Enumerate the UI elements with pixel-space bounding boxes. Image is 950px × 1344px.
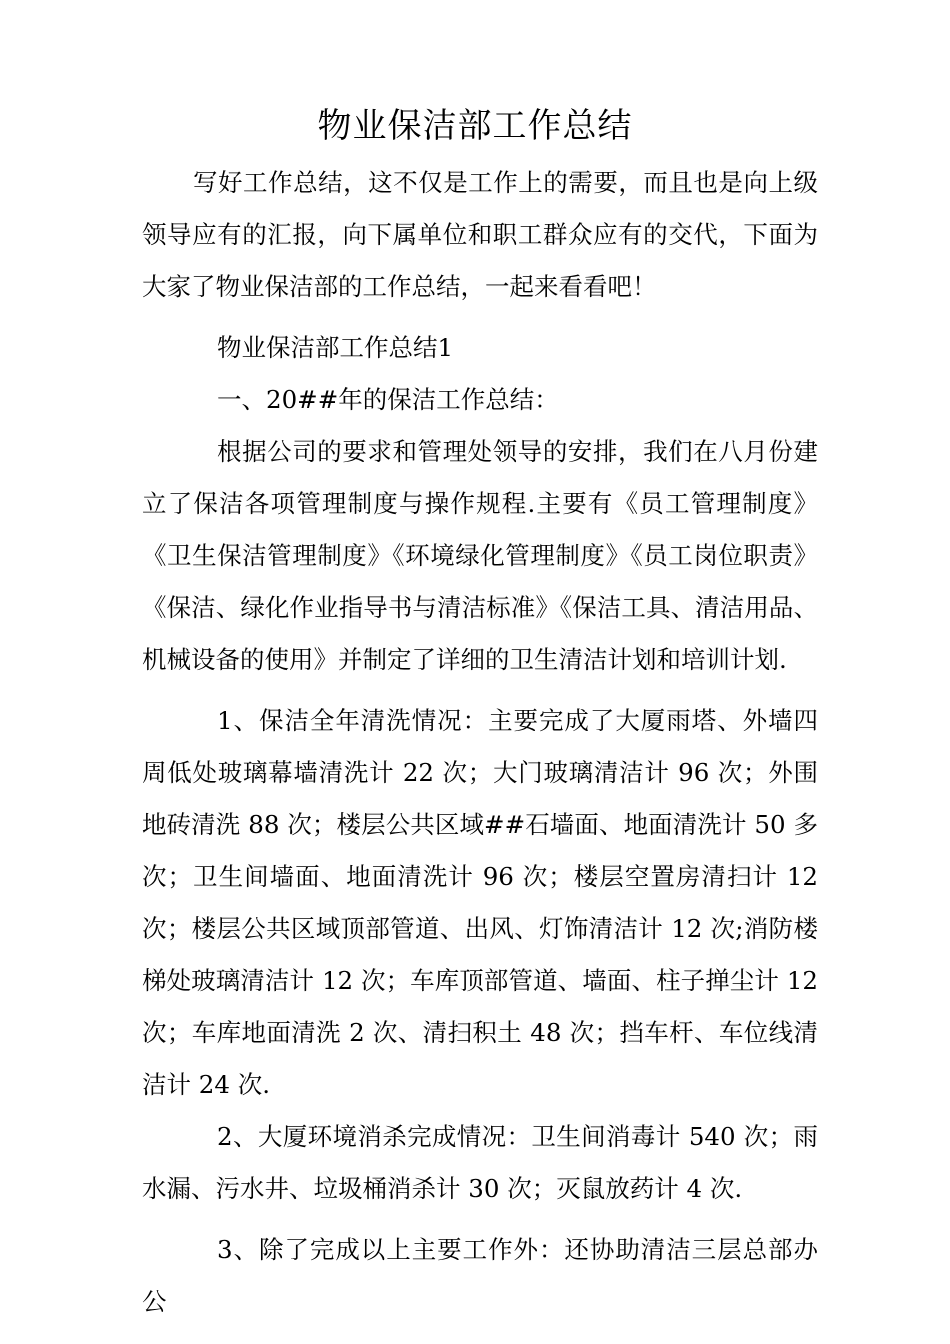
subtitle: 物业保洁部工作总结1 — [217, 333, 454, 362]
intro-paragraph: 写好工作总结，这不仅是工作上的需要，而且也是向上级领导应有的汇报，向下属单位和职工群众应有的交代，下面为大家了物业保洁部的工作总结，一起来看看吧！ — [142, 168, 818, 301]
document-body — [142, 157, 818, 1328]
section-heading: 一、20##年的保洁工作总结： — [217, 385, 559, 414]
document-title: 物业保洁部工作总结 — [317, 106, 633, 146]
body-paragraph-regulations: 根据公司的要求和管理处领导的安排，我们在八月份建立了保洁各项管理制度与操作规程.主要有《员工管理制度》《卫生保洁管理制度》《环境绿化管理制度》《员工岗位职责》《保洁、绿化作业指导书与清洁标准》《保洁工具、清洁用品、机械设备的使用》并制定了详细的卫生清洁计划和培训计划. — [142, 437, 818, 674]
body-paragraph-cleaning-stats: 1、保洁全年清洗情况：主要完成了大厦雨塔、外墙四周低处玻璃幕墙清洗计 22 次；大门玻璃清洁计 96 次；外围地砖清洗 88 次；楼层公共区域##石墙面、地面清洗计 50 多次；卫生间墙面、地面清洗计 96 次；楼层空置房清扫计 12 次；楼层公共区域顶部管道、出风、灯饰清洁计 12 次;消防楼梯处玻璃清洁计 12 次；车库顶部管道、墙面、柱子掸尘计 12 次；车库地面清洗 2 次、清扫积土 48 次；挡车杆、车位线清洁计 24 次. — [142, 706, 818, 1099]
body-paragraph-disinfection: 2、大厦环境消杀完成情况：卫生间消毒计 540 次；雨水漏、污水井、垃圾桶消杀计 30 次；灭鼠放药计 4 次. — [142, 1122, 818, 1203]
body-paragraph-other-work: 3、除了完成以上主要工作外：还协助清洁三层总部办公 — [142, 1235, 818, 1316]
